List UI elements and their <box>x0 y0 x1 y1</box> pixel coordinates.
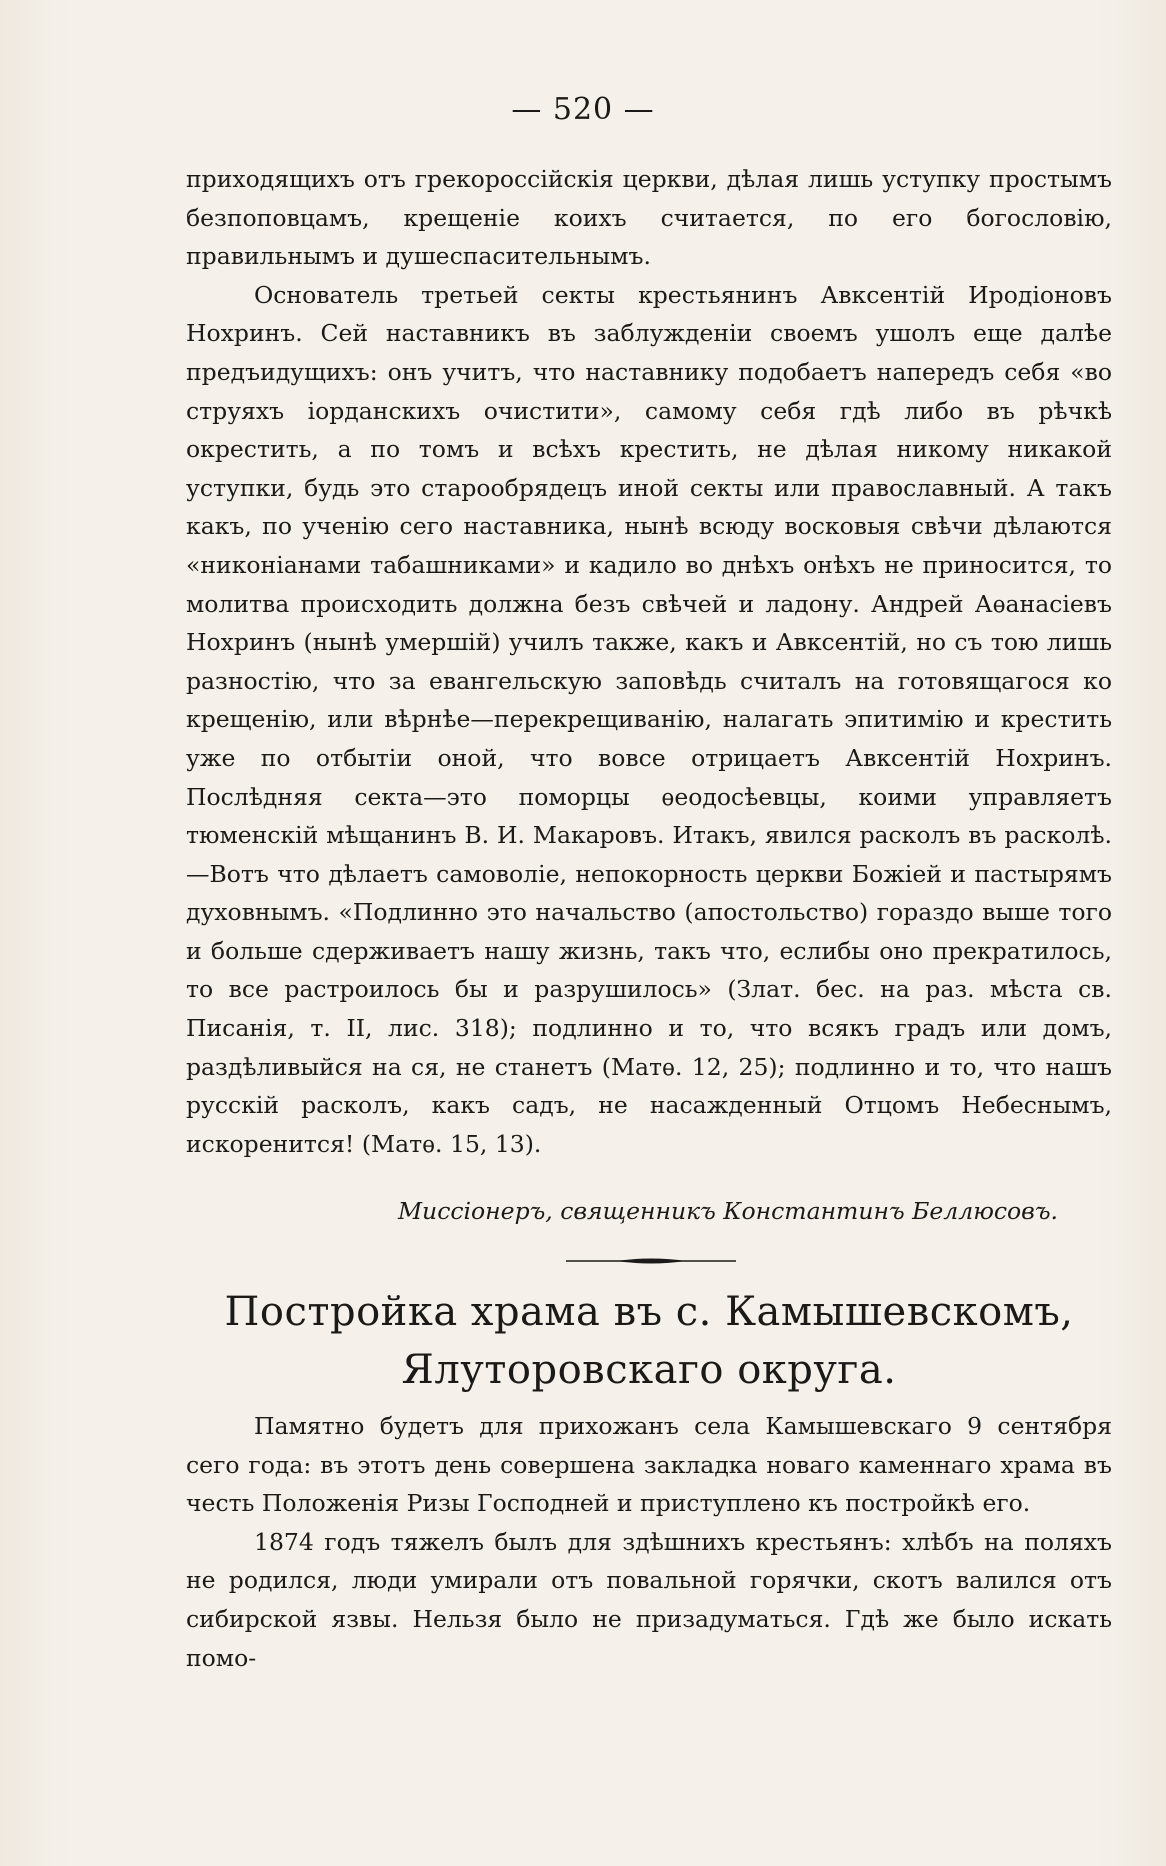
section-2-text <box>186 1407 1112 1677</box>
section-1-text <box>186 160 1112 1163</box>
page-number: — 520 — <box>511 92 655 127</box>
signature: Миссіонеръ, священникъ Константинъ Беллюсовъ. <box>398 1197 1058 1225</box>
paragraph: Основатель третьей секты крестьянинъ Авксентій Иродіоновъ Нохринъ. Сей наставникъ въ заблужденіи своемъ ушолъ еще далѣе предъидущихъ: онъ учитъ, что наставнику подобаетъ напередъ себя «во струяхъ іорданскихъ очистити», самому себя гдѣ либо въ рѣчкѣ окрестить, а по томъ и всѣхъ крестить, не дѣлая никому никакой уступки, будь это старообрядецъ иной секты или православный. А такъ какъ, по ученію сего наставника, нынѣ всюду восковыя свѣчи дѣлаются «никоніанами табашниками» и кадило во днѣхъ онѣхъ не приносится, то молитва происходить должна безъ свѣчей и ладону. Андрей Аѳанасіевъ Нохринъ (нынѣ умершій) училъ также, какъ и Авксентій, но съ тою лишь разностію, что за евангельскую заповѣдь считалъ на готовящагося ко крещенію, или вѣрнѣе—перекрещиванію, налагать эпитимію и крестить уже по отбытіи оной, что вовсе отрицаетъ Авксентій Нохринъ. Послѣдняя секта—это поморцы ѳеодосѣевцы, коими управляетъ тюменскій мѣщанинъ В. И. Макаровъ. Итакъ, явился расколъ въ расколѣ.—Вотъ что дѣлаетъ самоволіе, непокорность церкви Божіей и пастырямъ духовнымъ. «Подлинно это начальство (апостольство) гораздо выше того и больше сдерживаетъ нашу жизнь, такъ что, еслибы оно прекратилось, то все растроилось бы и разрушилось» (Злат. бес. на раз. мѣста св. Писанія, т. II, лис. 318); подлинно и то, что всякъ градъ или домъ, раздѣливыйся на ся, не станетъ (Матѳ. 12, 25); подлинно и то, что нашъ русскій расколъ, какъ садъ, не насажденный Отцомъ Небеснымъ, искоренится! (Матѳ. 15, 13). <box>186 280 1112 1158</box>
paragraph: приходящихъ отъ грекороссійскія церкви, дѣлая лишь уступку простымъ безпоповцамъ, крещеніе коихъ считается, по его богословію, правильнымъ и душеспасительнымъ. <box>186 165 1112 271</box>
ornament-divider <box>566 1257 736 1265</box>
paragraph: Памятно будетъ для прихожанъ села Камышевскаго 9 сентября сего года: въ этотъ день совершена закладка новаго каменнаго храма въ честь Положенія Ризы Господней и приступлено къ постройкѣ его. <box>186 1412 1112 1518</box>
section-title: Постройка храма въ с. Камышевскомъ, Ялуторовскаго округа. <box>224 1289 1074 1393</box>
paragraph: 1874 годъ тяжелъ былъ для здѣшнихъ крестьянъ: хлѣбъ на поляхъ не родился, люди умирали отъ повальной горячки, скотъ валился отъ сибирской язвы. Нельзя было не призадуматься. Гдѣ же было искать помо- <box>186 1527 1112 1672</box>
